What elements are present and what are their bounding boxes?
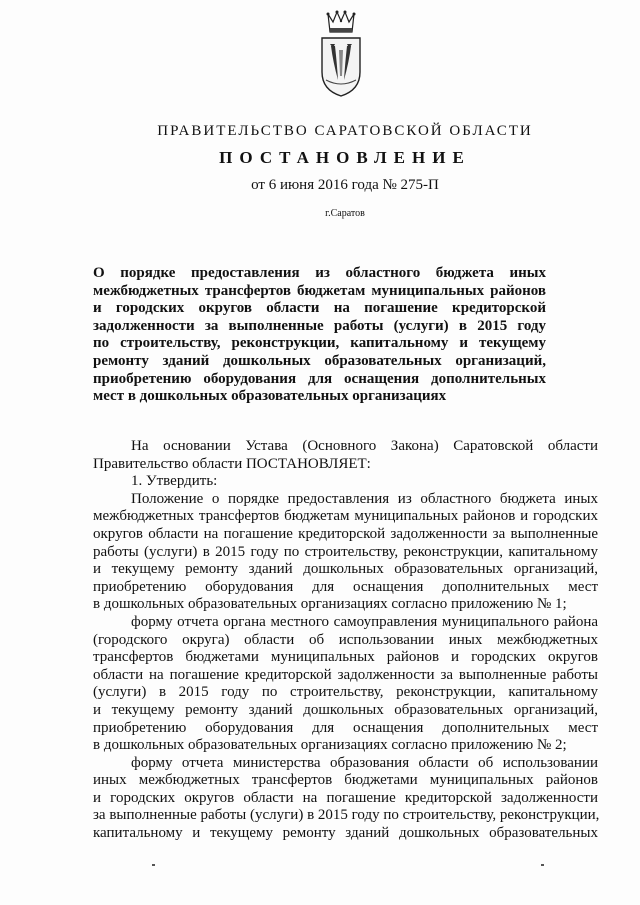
body-line: работы (услуги) в 2015 году по строительству, реконструкции, капитальному — [93, 543, 598, 560]
body-line: форму отчета министерства образования области об использовании — [131, 754, 598, 771]
government-name: ПРАВИТЕЛЬСТВО САРАТОВСКОЙ ОБЛАСТИ — [157, 123, 533, 139]
body-line: капитальному и текущему ремонту зданий дошкольных образовательных — [93, 825, 598, 842]
body-line: приобретению оборудования для оснащения дополнительных мест — [93, 578, 598, 595]
document-type: ПОСТАНОВЛЕНИЕ — [219, 148, 471, 167]
subject-line: и городских округов области на погашение кредиторской — [93, 300, 546, 317]
body-line: приобретению оборудования для оснащения дополнительных мест — [93, 719, 598, 736]
body-line: (городского округа) области об использовании иных межбюджетных — [93, 631, 598, 648]
body-line: и текущему ремонту зданий дошкольных образовательных организаций, — [93, 701, 598, 718]
body-line: межбюджетных трансфертов бюджетам муниципальных районов и городских — [93, 508, 598, 525]
body-line: за выполненные работы (услуги) в 2015 году по строительству, реконструкции, — [93, 807, 600, 824]
body-line: округов области на погашение кредиторской задолженности за выполненные — [93, 525, 598, 542]
body-line: в дошкольных образовательных организациях согласно приложению № 2; — [93, 737, 567, 754]
subject-line: задолженности за выполненные работы (услуги) в 2015 году — [93, 317, 546, 334]
subject-line: О порядке предоставления из областного бюджета иных — [93, 265, 546, 281]
document-body — [93, 438, 598, 843]
body-line: Положение о порядке предоставления из областного бюджета иных — [131, 490, 598, 507]
subject-line: ремонту зданий дошкольных образовательных организаций, — [93, 352, 546, 369]
subject-line: приобретению оборудования для оснащения дополнительных — [93, 370, 546, 387]
document-date-number: от 6 июня 2016 года № 275-П — [251, 177, 439, 193]
body-line: форму отчета органа местного самоуправления муниципального района — [131, 613, 598, 630]
body-line: иных межбюджетных трансфертов бюджетами муниципальных районов — [93, 772, 598, 789]
coat-of-arms-icon — [316, 10, 366, 98]
body-line: (услуги) в 2015 году по строительству, реконструкции, капитальному — [93, 684, 598, 701]
body-line: области на погашение кредиторской задолженности за выполненные работы — [93, 666, 598, 683]
body-line: Правительство области ПОСТАНОВЛЯЕТ: — [93, 455, 371, 472]
scan-speck — [152, 864, 155, 866]
body-line: На основании Устава (Основного Закона) Саратовской области — [131, 438, 598, 454]
body-line: и текущему ремонту зданий дошкольных образовательных организаций, — [93, 561, 598, 578]
body-line: и городских округов области на погашение кредиторской задолженности — [93, 789, 598, 806]
subject-line: мест в дошкольных образовательных организациях — [93, 388, 447, 405]
body-line: 1. Утвердить: — [131, 473, 218, 490]
document-subject — [93, 265, 546, 406]
document-city: г.Саратов — [325, 208, 365, 219]
body-line: трансфертов бюджетами муниципальных районов и городских округов — [93, 649, 598, 666]
subject-line: межбюджетных трансфертов бюджетам муниципальных районов — [93, 282, 546, 299]
body-line: в дошкольных образовательных организациях согласно приложению № 1; — [93, 596, 567, 613]
scan-speck — [541, 864, 544, 866]
subject-line: по строительству, реконструкции, капитальному и текущему — [93, 335, 546, 352]
